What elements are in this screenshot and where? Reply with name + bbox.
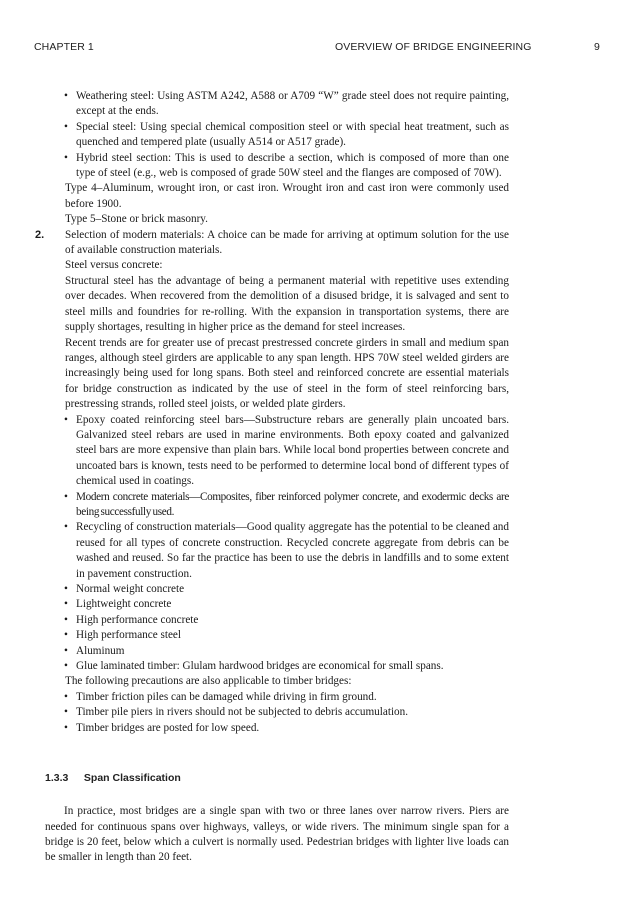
- type4-paragraph: Type 4–Aluminum, wrought iron, or cast iron. Wrought iron and cast iron were commonly used before 1900.: [65, 182, 509, 210]
- list-item-recycling: • Recycling of construction materials—Good quality aggregate has the potential to be cleaned and reused for all types of concrete construction. Recycled concrete aggregate from debris can be washed and reused. So far the practice has been to use the debris in landfills and to some extent in pavement construction.: [0, 520, 641, 582]
- list-item-lightweight: • Lightweight concrete: [0, 597, 641, 612]
- list-item-hybrid-steel: • Hybrid steel section: This is used to describe a section, which is composed of more than one type of steel (e.g., web is composed of grade 50W steel and the flanges are composed of 70W).: [0, 151, 641, 182]
- list-item-normal-weight: • Normal weight concrete: [0, 582, 641, 597]
- page-number: 9: [594, 41, 600, 53]
- list-item-modern-concrete: • Modern concrete materials—Composites, fiber reinforced polymer concrete, and exodermic decks are being successfully used.: [0, 490, 641, 521]
- item-number: 2.: [35, 228, 45, 241]
- list-item-timber-friction-piles: • Timber friction piles can be damaged while driving in firm ground.: [0, 690, 641, 705]
- list-item-glulam: • Glue laminated timber: Glulam hardwood bridges are economical for small spans.: [0, 659, 641, 674]
- recent-trends-paragraph: Recent trends are for greater use of precast prestressed concrete girders in small and medium span ranges, although steel girders are applicable to any span length. HPS 70W steel welded girders are increasingly being used for long spans. Both steel and reinforced concrete are essential materials for bridge construction as indicated by the use of steel in the form of steel reinforcing bars, prestressing strands, rolled steel joists, or welded plate girders.: [65, 336, 509, 411]
- timber-intro: The following precautions are also applicable to timber bridges:: [65, 675, 352, 688]
- list-item-hp-concrete: • High performance concrete: [0, 613, 641, 628]
- item-2-text: Selection of modern materials: A choice can be made for arriving at optimum solution for the use of available construction materials.: [65, 228, 509, 257]
- running-header: [34, 41, 600, 55]
- type5-paragraph: Type 5–Stone or brick masonry.: [65, 213, 208, 226]
- list-item-aluminum: • Aluminum: [0, 644, 641, 659]
- section-running-title: OVERVIEW OF BRIDGE ENGINEERING: [335, 41, 532, 53]
- steel-vs-concrete-label: Steel versus concrete:: [65, 259, 163, 272]
- list-item-timber-pile-piers: • Timber pile piers in rivers should not be subjected to debris accumulation.: [0, 705, 641, 720]
- numbered-item-2: [0, 228, 641, 259]
- section-number: 1.3.3: [45, 772, 69, 784]
- chapter-label: CHAPTER 1: [34, 41, 94, 53]
- list-item-hp-steel: • High performance steel: [0, 628, 641, 643]
- list-item-timber-low-speed: • Timber bridges are posted for low speed.: [0, 721, 641, 736]
- span-classification-paragraph: In practice, most bridges are a single span with two or three lanes over narrow rivers. Piers are needed for continuous spans over highways, valleys, or wide rivers. The minimum single span for a bridge is 20 feet, below which a culvert is normally used. Pedestrian bridges with lighter live loads can be smaller in length than 20 feet.: [45, 805, 509, 864]
- list-item-special-steel: • Special steel: Using special chemical composition steel or with special heat treatment, such as quenched and tempered plate (usually A514 or A517 grade).: [0, 120, 641, 151]
- structural-steel-paragraph: Structural steel has the advantage of being a permanent material with repetitive uses extending over decades. When recovered from the demolition of a disused bridge, it is salvaged and sent to steel mills and foundries for re-rolling. With the expansion in transportation systems, there are supply shortages, resulting in higher price as the demand for steel increases.: [65, 274, 509, 334]
- page-body: [0, 89, 641, 736]
- list-item-epoxy-bars: • Epoxy coated reinforcing steel bars—Substructure rebars are generally plain uncoated bars. Galvanized steel rebars are used in marine environments. Both epoxy coated and galvanized steel bars are more expensive than plain bars. While local bond properties between concrete and uncoated bars is known, tests need to be performed to determine local bond of different types of chemical used in coatings.: [0, 413, 641, 490]
- section-title: Span Classification: [83, 772, 181, 784]
- section-heading: [45, 772, 181, 784]
- list-item-weathering-steel: • Weathering steel: Using ASTM A242, A588 or A709 “W” grade steel does not require painting, except at the ends.: [0, 89, 641, 120]
